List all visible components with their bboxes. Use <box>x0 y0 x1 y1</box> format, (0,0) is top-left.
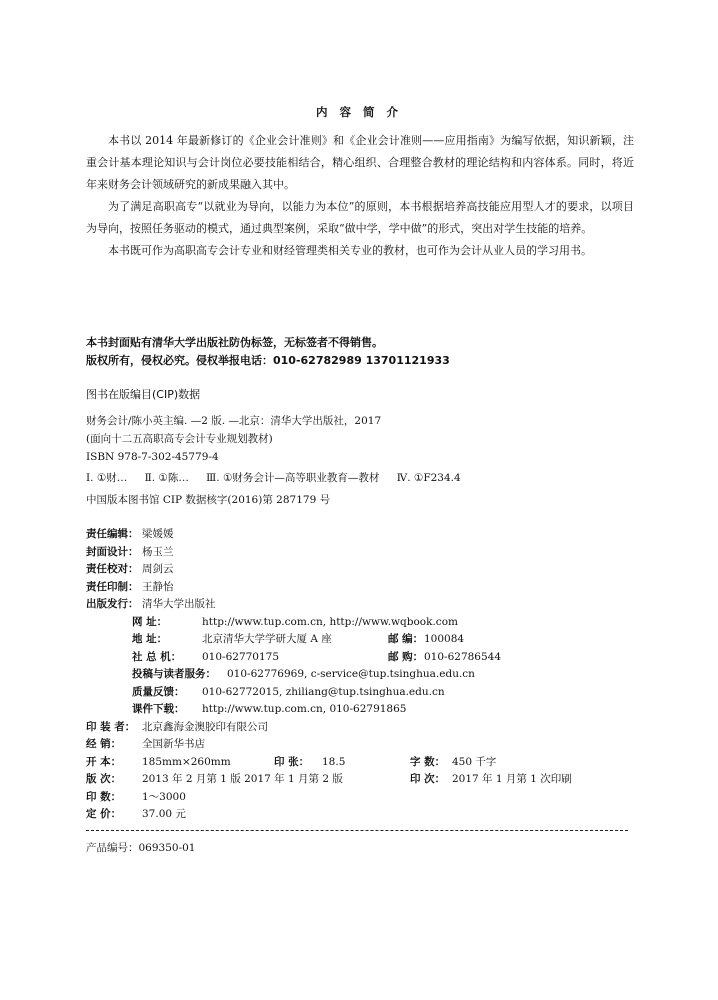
credit-row-switchboard <box>86 649 646 667</box>
words-value: 450 千字 <box>452 755 497 768</box>
editor-value: 梁媛媛 <box>142 528 174 540</box>
printer-value: 北京鑫海金澳胶印有限公司 <box>142 720 268 733</box>
cip-class-1: Ⅰ. ①财… <box>86 472 128 484</box>
mail-label: 邮 购： <box>388 650 424 663</box>
cip-class-3: Ⅲ. ①财务会计—高等职业教育—教材 <box>206 472 380 484</box>
postcode-value: 100084 <box>424 633 465 645</box>
rights-notice: 版权所有，侵权必究。侵权举报电话：010-62782989 13701121933 <box>86 354 450 367</box>
cover-label: 封面设计： <box>86 545 139 558</box>
credit-row-courseware <box>86 701 646 719</box>
submission-label: 投稿与读者服务： <box>132 668 216 680</box>
address-label: 地 址： <box>132 633 168 645</box>
print-value: 王静怡 <box>142 580 174 593</box>
intro-paragraph: 本书既可作为高职高专会计专业和财经管理类相关专业的教材，也可作为会计从业人员的学习用书。 <box>108 244 592 257</box>
dashed-divider <box>86 830 628 831</box>
printer-label: 印 装 者： <box>86 720 136 733</box>
postcode-label: 邮 编： <box>388 633 424 645</box>
intro-body <box>86 130 634 262</box>
cip-class-4: Ⅳ. ①F234.4 <box>396 472 461 484</box>
address-value: 北京清华大学学研大厦 A 座 <box>202 633 332 645</box>
printing-label: 印 次： <box>410 773 446 785</box>
courseware-value: http://www.tup.com.cn, 010-62791865 <box>202 703 407 715</box>
proof-value: 周剑云 <box>142 563 174 575</box>
courseware-label: 课件下载： <box>132 703 185 715</box>
product-code-value: 069350-01 <box>138 842 196 854</box>
quality-value: 010-62772015, zhiliang@tup.tsinghua.edu.cn <box>202 685 445 698</box>
product-code-label: 产品编号： <box>86 842 139 854</box>
publisher-label: 出版发行： <box>86 598 139 610</box>
switchboard-label: 社 总 机： <box>132 650 182 663</box>
publisher-value: 清华大学出版社 <box>142 598 216 610</box>
product-code <box>86 840 196 855</box>
credit-row-publisher <box>86 596 646 614</box>
web-value: http://www.tup.com.cn, http://www.wqbook.com <box>202 615 458 628</box>
quality-label: 质量反馈： <box>132 685 185 698</box>
credit-row-web <box>86 614 646 632</box>
cip-series: (面向十二五高职高专会计专业规划教材) <box>86 433 273 445</box>
format-value: 185mm×260mm <box>142 755 231 768</box>
copies-label: 印 数： <box>86 790 122 803</box>
price-value: 37.00 元 <box>142 808 186 820</box>
cip-isbn: ISBN 978-7-302-45779-4 <box>86 451 219 463</box>
print-label: 责任印制： <box>86 580 139 593</box>
edition-value: 2013 年 2 月第 1 版 2017 年 1 月第 2 版 <box>142 773 343 785</box>
intro-paragraph: 本书以 2014 年最新修订的《企业会计准则》和《企业会计准则——应用指南》为编写依据，知识新颖，注重会计基本理论知识与会计岗位必要技能相结合，精心组织、合理整合教材的理论结构和内容体系。同时，将近年来财务会计领域研究的新成果融入其中。 <box>86 134 634 191</box>
price-label: 定 价： <box>86 808 122 820</box>
sheets-value: 18.5 <box>322 755 346 768</box>
distributor-value: 全国新华书店 <box>142 738 205 750</box>
distributor-label: 经 销： <box>86 738 122 750</box>
credit-row-submission <box>86 666 646 684</box>
credit-row-price <box>86 806 646 824</box>
format-label: 开 本： <box>86 755 122 768</box>
copyright-notice <box>86 334 646 370</box>
cip-number: 中国版本图书馆 CIP 数据核字(2016)第 287179 号 <box>86 494 331 506</box>
copies-value: 1～3000 <box>142 790 186 803</box>
submission-value: 010-62776969, c-service@tup.tsinghua.edu.cn <box>227 668 475 680</box>
intro-title: 内 容 简 介 <box>315 105 402 119</box>
cip-data-block <box>86 386 646 509</box>
credit-row-editor <box>86 526 646 544</box>
credit-row-quality <box>86 684 646 702</box>
credit-row-address <box>86 631 646 649</box>
cip-title: 图书在版编目(CIP)数据 <box>86 388 201 401</box>
switchboard-value: 010-62770175 <box>202 650 280 663</box>
cip-classification <box>86 469 646 487</box>
web-label: 网 址： <box>132 615 168 628</box>
intro-paragraph: 为了满足高职高专“以就业为导向，以能力为本位”的原则，本书根据培养高技能应用型人才的要求，以项目为导向，按照任务驱动的模式，通过典型案例，采取“做中学，学中做”的形式，突出对学生技能的培养。 <box>86 200 634 235</box>
words-label: 字 数： <box>410 755 446 768</box>
credit-row-cover <box>86 544 646 562</box>
edition-label: 版 次： <box>86 773 122 785</box>
credit-row-distributor <box>86 736 646 754</box>
cip-class-2: Ⅱ. ①陈… <box>144 472 189 484</box>
credit-row-print <box>86 579 646 597</box>
cover-value: 杨玉兰 <box>142 545 174 558</box>
sheets-label: 印 张： <box>274 755 310 768</box>
cip-line: 财务会计/陈小英主编. —2 版. —北京：清华大学出版社，2017 <box>86 415 382 427</box>
printing-value: 2017 年 1 月第 1 次印刷 <box>452 773 572 785</box>
credit-row-proof <box>86 561 646 579</box>
proof-label: 责任校对： <box>86 563 139 575</box>
credit-row-copies <box>86 789 646 807</box>
credit-row-format <box>86 754 646 772</box>
editor-label: 责任编辑： <box>86 528 139 540</box>
mail-value: 010-62786544 <box>424 650 502 663</box>
publication-credits <box>86 526 646 824</box>
anti-counterfeit-notice: 本书封面贴有清华大学出版社防伪标签，无标签者不得销售。 <box>86 336 383 349</box>
credit-row-edition <box>86 771 646 789</box>
credit-row-printer <box>86 719 646 737</box>
